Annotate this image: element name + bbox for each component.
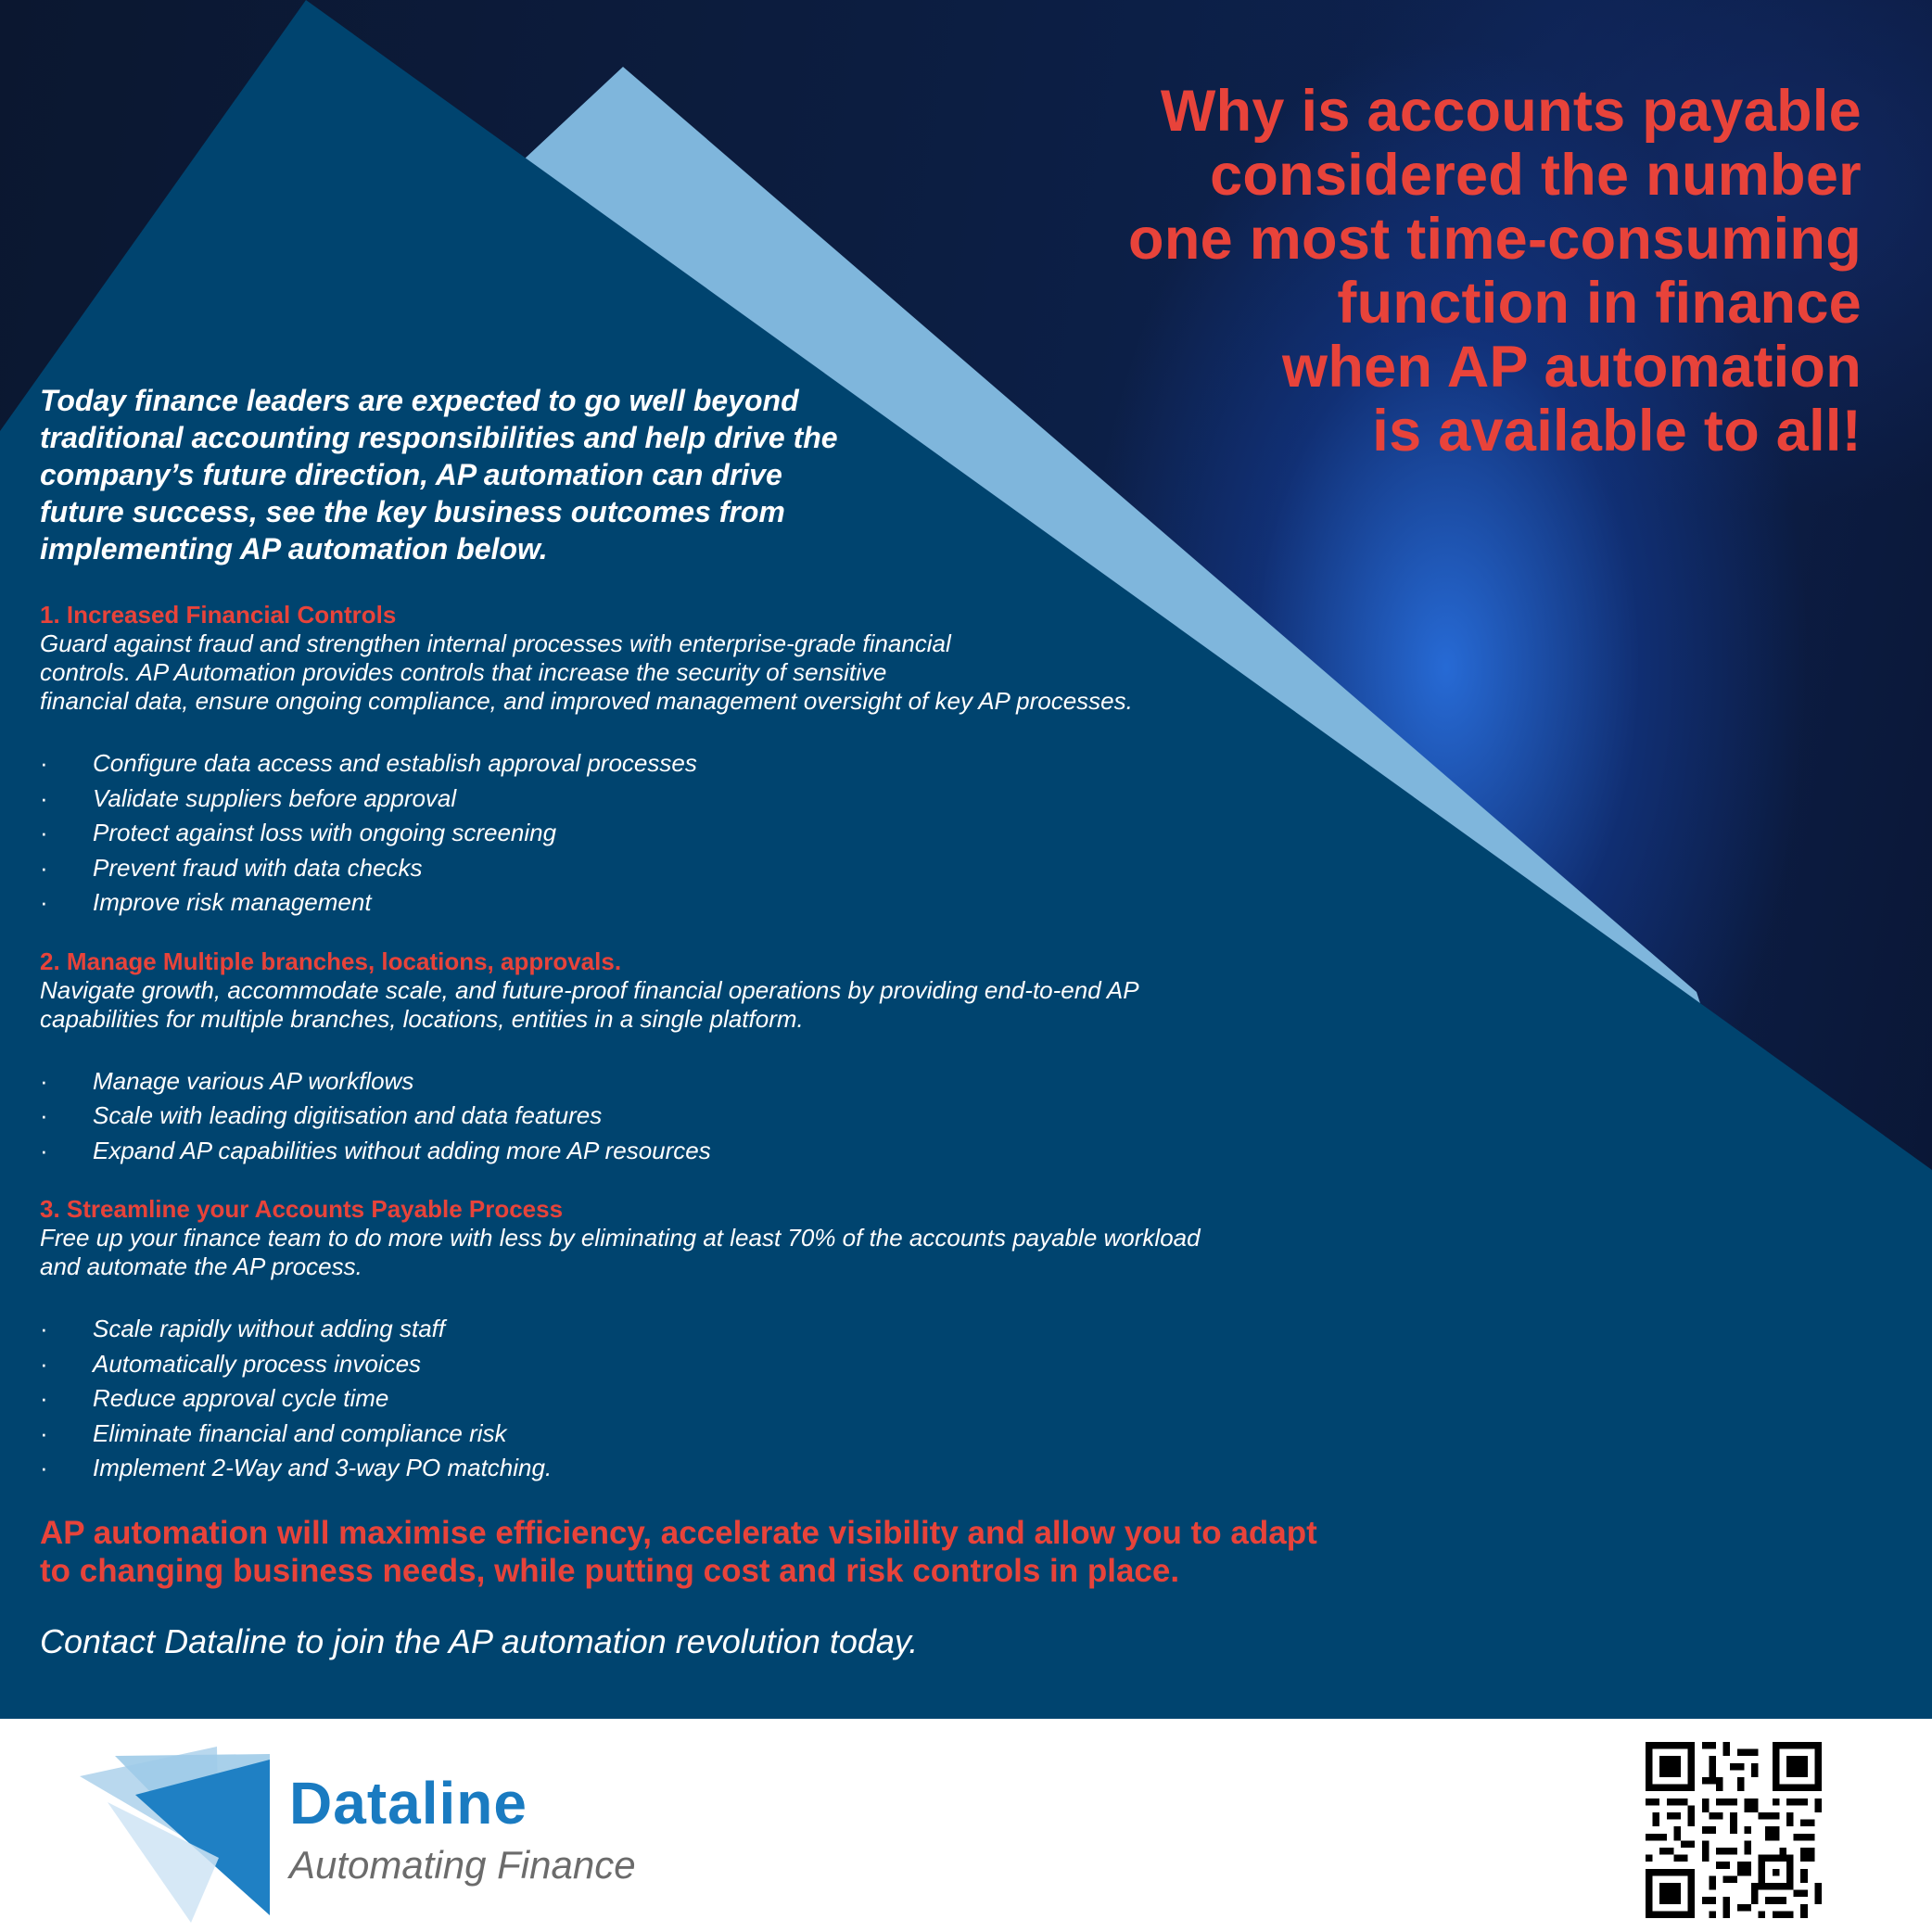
bullet-item	[40, 1134, 1375, 1169]
headline-line: considered the number	[1210, 143, 1862, 208]
section-text-line: Guard against fraud and strengthen internal processes with enterprise-grade financial	[40, 629, 951, 657]
bullet-list	[40, 746, 1375, 921]
bullet-dot: ·	[40, 1066, 48, 1095]
headline-line: when AP automation	[1282, 335, 1862, 400]
bullet-text: Configure data access and establish approval processes	[93, 749, 697, 777]
bullet-dot: ·	[40, 749, 48, 777]
brand-tagline: Automating Finance	[289, 1843, 636, 1887]
intro-line: company’s future direction, AP automation can drive	[40, 458, 782, 491]
section-text-line: financial data, ensure ongoing compliance, and improved management oversight of key AP processes.	[40, 687, 1133, 715]
intro-paragraph	[40, 382, 1375, 567]
section-text-line: controls. AP Automation provides controls that increase the security of sensitive	[40, 658, 887, 686]
intro-line: Today finance leaders are expected to go well beyond	[40, 384, 799, 417]
closing-line: AP automation will maximise efficiency, accelerate visibility and allow you to adapt	[40, 1514, 1317, 1551]
headline-line: function in finance	[1337, 271, 1862, 336]
brand-name: Dataline	[289, 1770, 527, 1837]
headline-line: one most time-consuming	[1128, 207, 1862, 272]
qr-code-icon[interactable]	[1646, 1742, 1822, 1918]
section-text-line: Free up your finance team to do more with less by eliminating at least 70% of the accounts payable workload	[40, 1224, 1201, 1252]
bullet-dot: ·	[40, 853, 48, 882]
bullet-text: Validate suppliers before approval	[93, 783, 457, 812]
section-title: 2. Manage Multiple branches, locations, approvals.	[40, 947, 622, 975]
intro-line: traditional accounting responsibilities and help drive the	[40, 421, 838, 454]
closing-line: to changing business needs, while putting cost and risk controls in place.	[40, 1552, 1180, 1589]
bullet-item	[40, 1099, 1375, 1134]
bullet-text: Eliminate financial and compliance risk	[93, 1418, 507, 1447]
bullet-item	[40, 1064, 1375, 1099]
bullet-text: Improve risk management	[93, 888, 372, 916]
footer	[0, 1719, 1932, 1932]
bullet-list	[40, 1312, 1375, 1486]
bullet-item	[40, 1347, 1375, 1382]
bullet-text: Reduce approval cycle time	[93, 1384, 389, 1412]
bullet-text: Scale with leading digitisation and data features	[93, 1101, 603, 1129]
section-multiple-branches	[40, 947, 1375, 1169]
bullet-text: Automatically process invoices	[93, 1349, 422, 1378]
bullet-dot: ·	[40, 1349, 48, 1378]
bullet-dot: ·	[40, 1418, 48, 1447]
bullet-text: Manage various AP workflows	[93, 1066, 414, 1095]
bullet-dot: ·	[40, 1101, 48, 1129]
bullet-dot: ·	[40, 819, 48, 846]
section-description	[40, 629, 1375, 716]
section-description	[40, 1224, 1375, 1281]
bullet-dot: ·	[40, 1136, 48, 1164]
closing-statement	[40, 1514, 1375, 1590]
contact-cta: Contact Dataline to join the AP automation revolution today.	[40, 1621, 919, 1660]
bullet-text: Implement 2-Way and 3-way PO matching.	[93, 1454, 553, 1481]
bullet-text: Protect against loss with ongoing screening	[93, 819, 557, 846]
headline-line: is available to all!	[1372, 399, 1862, 464]
bullet-dot: ·	[40, 783, 48, 812]
bullet-item	[40, 1312, 1375, 1347]
bullet-dot: ·	[40, 1315, 48, 1342]
body-content	[40, 382, 1375, 1662]
bullet-item	[40, 885, 1375, 921]
section-text-line: capabilities for multiple branches, locations, entities in a single platform.	[40, 1004, 804, 1033]
bullet-item	[40, 851, 1375, 886]
bullet-text: Scale rapidly without adding staff	[93, 1315, 446, 1342]
intro-line: future success, see the key business outcomes from	[40, 495, 785, 528]
section-description	[40, 976, 1375, 1034]
section-text-line: and automate the AP process.	[40, 1252, 362, 1280]
dataline-triangles-logo-icon	[80, 1747, 274, 1923]
bullet-dot: ·	[40, 1384, 48, 1412]
intro-line: implementing AP automation below.	[40, 532, 548, 566]
section-title: 1. Increased Financial Controls	[40, 601, 397, 629]
section-financial-controls	[40, 600, 1375, 921]
bullet-text: Expand AP capabilities without adding more AP resources	[93, 1136, 711, 1164]
bullet-item	[40, 816, 1375, 851]
bullet-item	[40, 782, 1375, 817]
bullet-item	[40, 1451, 1375, 1486]
section-text-line: Navigate growth, accommodate scale, and future-proof financial operations by providing end-to-end AP	[40, 975, 1139, 1004]
bullet-dot: ·	[40, 1454, 48, 1481]
bullet-text: Prevent fraud with data checks	[93, 853, 423, 882]
bullet-item	[40, 746, 1375, 782]
bullet-item	[40, 1417, 1375, 1452]
headline-line: Why is accounts payable	[1160, 79, 1862, 144]
bullet-list	[40, 1064, 1375, 1169]
bullet-dot: ·	[40, 888, 48, 916]
section-title: 3. Streamline your Accounts Payable Process	[40, 1195, 564, 1223]
section-streamline-ap	[40, 1194, 1375, 1486]
bullet-item	[40, 1381, 1375, 1417]
